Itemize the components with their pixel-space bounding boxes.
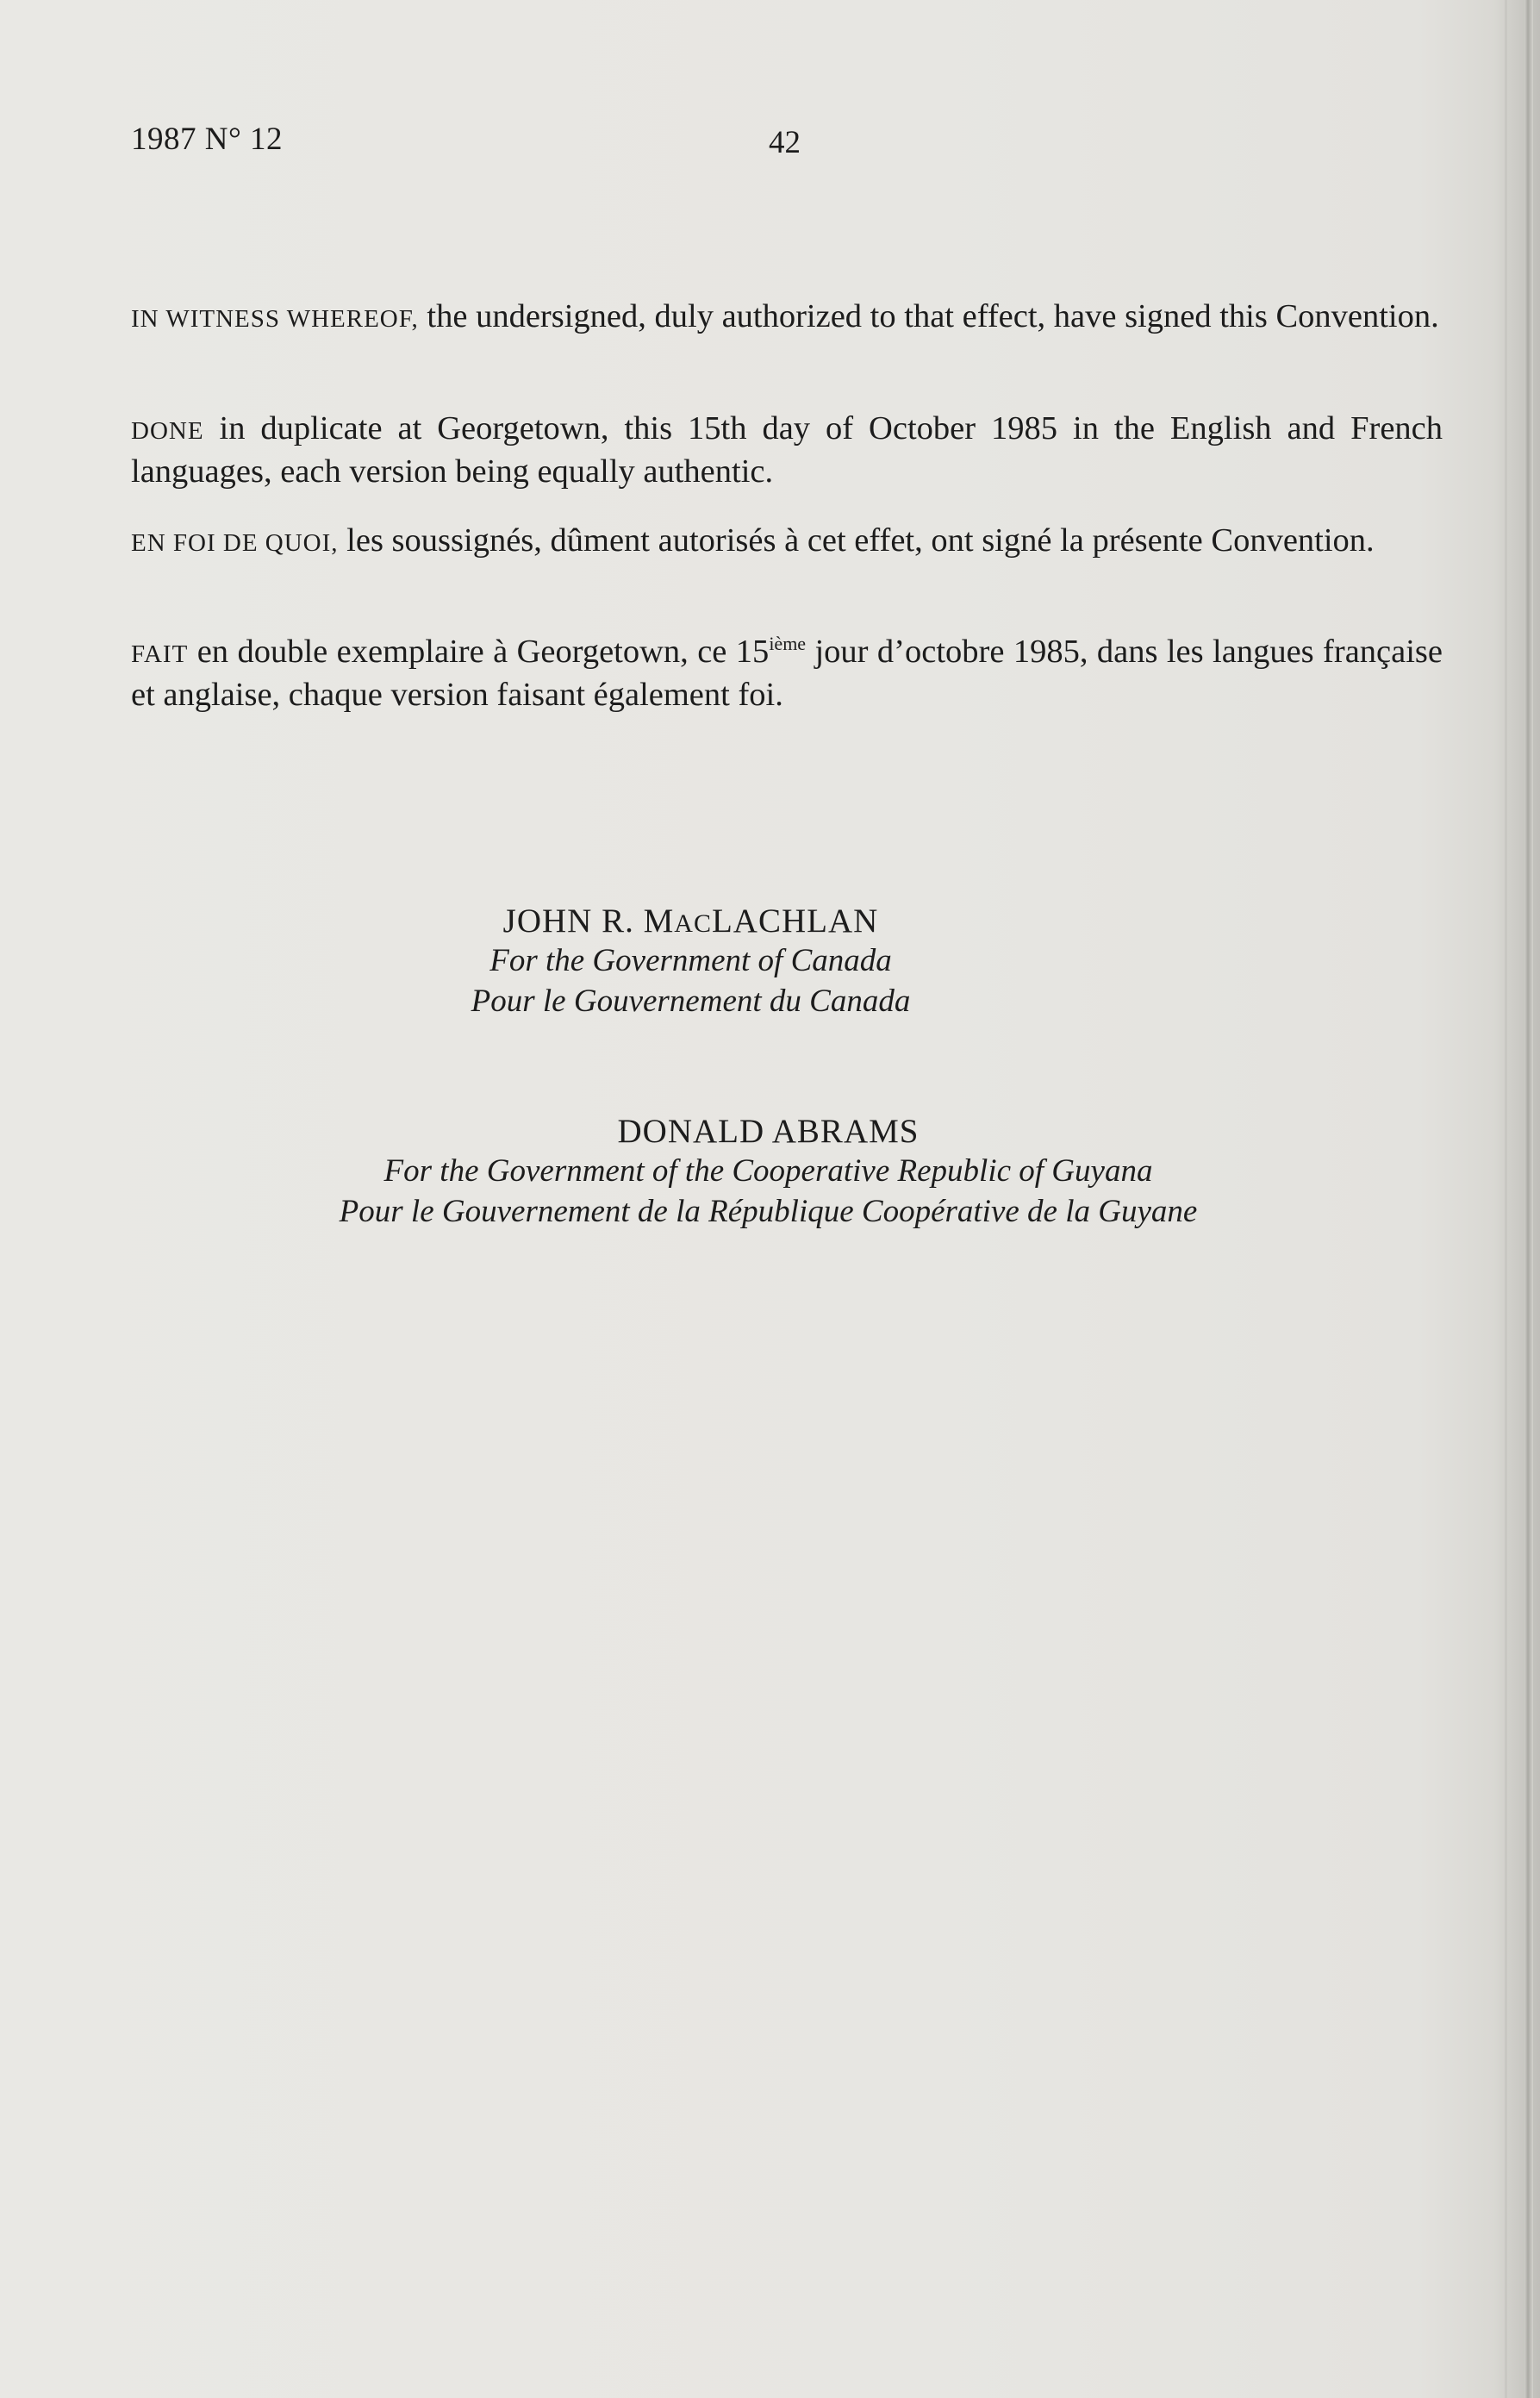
paragraph-fait (131, 632, 1443, 715)
paragraph-text: jour d’octobre 1985, dans les langues française et anglaise, chaque version faisant également foi. (131, 634, 1443, 713)
signatory-capacity-en: For the Government of Canada (489, 943, 892, 978)
signatory-name-part: AC (674, 909, 712, 938)
signatory-name (0, 902, 1461, 940)
signatory-capacity-fr: Pour le Gouvernement du Canada (471, 984, 911, 1019)
paragraph-text: in duplicate at Georgetown, this 15th day of October 1985 in the English and French languages, each version being equally authentic. (131, 410, 1443, 490)
paragraph-text: les soussignés, dûment autorisés à cet effet, ont signé la présente Convention. (338, 522, 1375, 559)
paragraph-lead: FAIT (131, 640, 189, 668)
signature-block-canada (0, 902, 1461, 1021)
paragraph-lead: IN WITNESS WHEREOF, (131, 305, 419, 333)
signatory-name-part: JOHN R. M (502, 902, 675, 940)
paragraph-in-witness (131, 297, 1443, 340)
paragraph-lead: DONE (131, 417, 204, 445)
paragraph-text: the undersigned, duly authorized to that effect, have signed this Convention. (418, 298, 1439, 334)
signatory-name: DONALD ABRAMS (617, 1113, 920, 1150)
signatory-capacity-fr: Pour le Gouvernement de la République Coopérative de la Guyane (339, 1194, 1198, 1229)
paragraph-lead: EN FOI DE QUOI, (131, 529, 339, 557)
header-page-number: 42 (769, 125, 801, 160)
header-statute-number: 1987 N° 12 (131, 122, 284, 157)
paragraph-done (131, 409, 1443, 492)
superscript-ieme: ième (769, 633, 807, 654)
signature-block-guyana (0, 1112, 1538, 1232)
paragraph-text: en double exemplaire à Georgetown, ce 15 (188, 634, 770, 670)
signatory-name-part: LACHLAN (711, 902, 879, 940)
paragraph-en-foi (131, 521, 1443, 564)
signatory-capacity-en: For the Government of the Cooperative Republic of Guyana (383, 1153, 1153, 1189)
